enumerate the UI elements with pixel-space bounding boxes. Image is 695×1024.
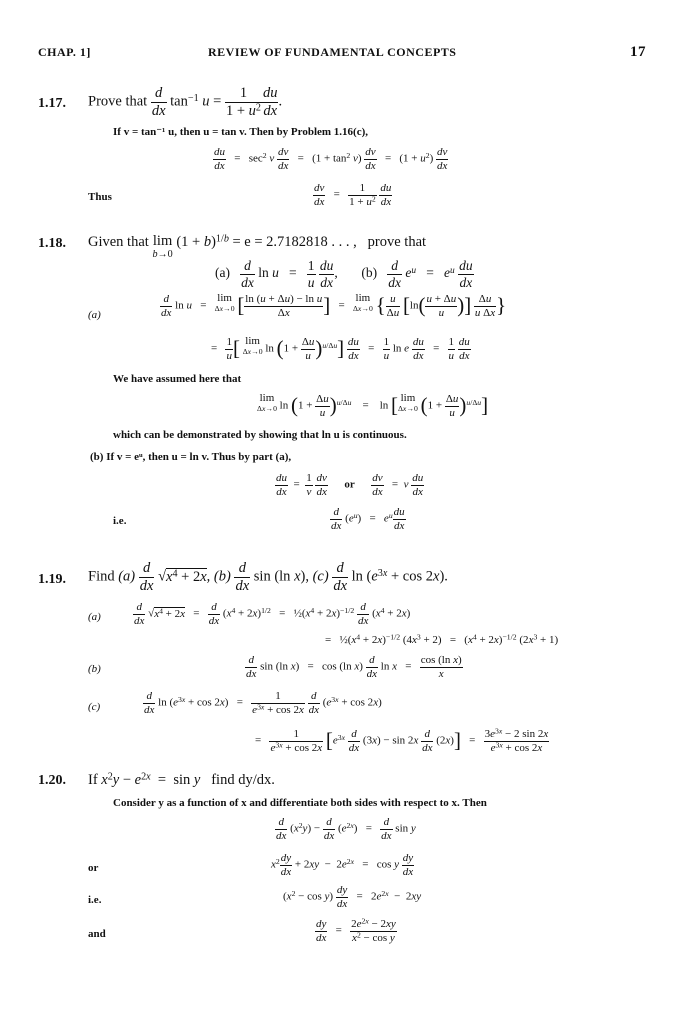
equation: = $\frac{1}{u}$ [ lim Δx→0 ln (1 + $\frac{\Delta u}{u}$ )$^{u/\Delta u}$] $\frac{du}{dx}$ = $\frac{1}{u}$ ln e $\frac{du}{dx}$ = $\frac{1}{u}$ $\frac{du}{dx}$ <box>211 335 470 362</box>
if-text: If <box>88 772 98 788</box>
chapter-label: CHAP. 1] <box>38 45 91 59</box>
problem-statement: Find (a) $\frac{d}{dx}$ $√x^4 + 2x$, (b) $\frac{d}{dx}$ sin (ln x), (c) $\frac{d}{dx}$ $\ln (e^{3x} + \cos 2x)$. <box>88 560 448 594</box>
equation: = $\frac{1}{e^{3x} + \cos 2x}$ [$e^{3x}$ $\frac{d}{dx}$ (3x) − sin 2x $\frac{d}{dx}$ (2x)] = $\frac{3e^{3x} - 2 \sin 2x}{e^{3x} + \cos 2x}$ <box>255 726 549 754</box>
part-label: (b) <box>88 663 101 675</box>
equation: = $\frac{1}{2}(x^4 + 2x)^{-1/2}$ $(4x^3 + 2) = (x^4 + 2x)^{-1/2}$ $(2x^3 + 1)$ <box>325 632 559 646</box>
ie-label: i.e. <box>88 894 102 906</box>
part-label: (c) <box>88 701 101 713</box>
equation: $(x^2 - \cos y)$ $\frac{dy}{dx}$ = $2e^{2x} - 2xy$ <box>283 884 422 910</box>
equation: $x^2$ $\frac{dy}{dx}$ + $2xy - 2e^{2x} = \cos y$ $\frac{dy}{dx}$ <box>271 852 414 878</box>
statement-text: (b) If v = eᵘ, then u = ln v. Thus by part (a), <box>90 451 292 463</box>
equation: $\frac{d}{dx}$ $\ln (e^{3x} + \cos 2x)$ = $\frac{1}{e^{3x} + \cos 2x}$ $\frac{d}{dx}$ $(e^{3x} + \cos 2x)$ <box>144 690 382 716</box>
part-label: (a) <box>88 309 101 321</box>
problem-number: 1.17. <box>38 96 66 111</box>
problem-statement: Prove that $\frac{d}{dx}$ $\tan^{-1} u$ = $\frac{1}{1 + u^2}$ $\frac{du}{dx}$ . <box>88 85 283 119</box>
equation: lim Δx→0 ln (1 + $\frac{\Delta u}{u}$ )$^{u/\Delta u}$ = ln [ lim Δx→0 (1 + $\frac{\Delta u}{u}$ )$^{u/\Delta u}$] <box>257 392 489 419</box>
problem-number: 1.18. <box>38 236 66 251</box>
and-label: and <box>88 928 106 940</box>
equation: $\frac{d}{dx}$ ln u = lim Δx→0 [ $\frac{\text{ln (u + Δu) − ln u}}{\Delta x}$ ] = lim Δx→0 { $\frac{u}{\Delta u}$ [ln( $\frac{u + \Delta u}{u}$ )] $\frac{\Delta u}{\text{u Δx}}$ } <box>161 292 507 319</box>
equation: $\frac{d}{dx}$ $(e^u) = e^u$ $\frac{du}{dx}$ <box>331 506 405 532</box>
ie-label: i.e. <box>113 515 127 527</box>
problem-statement: Given that lim b→0 $(1 + b)^{1/b} = e = 2.7182818$ . . . , prove that <box>88 233 427 260</box>
thus-label: Thus <box>88 191 112 203</box>
prove-text: prove that <box>367 234 427 250</box>
statement-text: Consider y as a function of x and differentiate both sides with respect to x. Then <box>113 797 487 809</box>
equation: (a) $\frac{d}{dx}$ ln u = $\frac{1}{u}$ $\frac{du}{dx}$ , (b) $\frac{d}{dx}$ $e^u = e^u$ $\frac{du}{dx}$ <box>215 258 473 290</box>
equation: $\frac{dv}{dx}$ = $\frac{1}{1 + u^2}$ $\frac{du}{dx}$ <box>314 182 392 208</box>
or-label: or <box>88 862 99 874</box>
equation: $\frac{du}{dx}$ = $\frac{1}{v}$ $\frac{dv}{dx}$ or $\frac{dv}{dx}$ = v $\frac{du}{dx}$ <box>276 472 424 498</box>
statement-text: If v = tan⁻¹ u, then u = tan v. Then by Problem 1.16(c), <box>113 126 369 138</box>
lim-value: = e = 2.7182818 . . . , <box>232 234 357 250</box>
equation: $\frac{d}{dx}$ sin (ln x) = cos (ln x) $\frac{d}{dx}$ ln x = $\frac{\text{cos (ln x)}}{x}$ <box>246 654 462 680</box>
prove-text: Prove that <box>88 93 148 110</box>
equation: $\frac{d}{dx}$ $(x^2y)$ − $\frac{d}{dx}$ $(e^{2x})$ = $\frac{d}{dx}$ sin y <box>276 816 416 842</box>
find-text: Find <box>88 568 115 585</box>
running-title: REVIEW OF FUNDAMENTAL CONCEPTS <box>208 45 457 59</box>
part-label: (a) <box>88 611 101 623</box>
problem-number: 1.20. <box>38 773 66 788</box>
given-text: Given that <box>88 234 149 250</box>
problem-number: 1.19. <box>38 572 66 587</box>
statement-text: We have assumed here that <box>113 373 242 385</box>
find-text: find dy/dx. <box>211 772 275 788</box>
statement-text: which can be demonstrated by showing that ln u is continuous. <box>113 429 407 441</box>
equation: $\frac{dy}{dx}$ = $\frac{2e^{2x} - 2xy}{x^2 - \cos y}$ <box>316 916 396 944</box>
page-number: 17 <box>630 44 646 60</box>
problem-statement: If $x^2y - e^{2x} = \sin y$ find dy/dx. <box>88 771 275 788</box>
equation: $\frac{du}{dx}$ = $\sec^2 v$ $\frac{dv}{dx}$ = $(1 + \tan^2 v)$ $\frac{dv}{dx}$ = $(1 + u^2)$ $\frac{dv}{dx}$ <box>214 146 448 172</box>
equation: $\frac{d}{dx}$ $√x^4 + 2x$ = $\frac{d}{dx}$ $(x^4 + 2x)^{1/2}$ = $\frac{1}{2}(x^4 + 2x)^{-1/2}$ $\frac{d}{dx}$ $(x^4 + 2x)$ <box>134 601 411 627</box>
